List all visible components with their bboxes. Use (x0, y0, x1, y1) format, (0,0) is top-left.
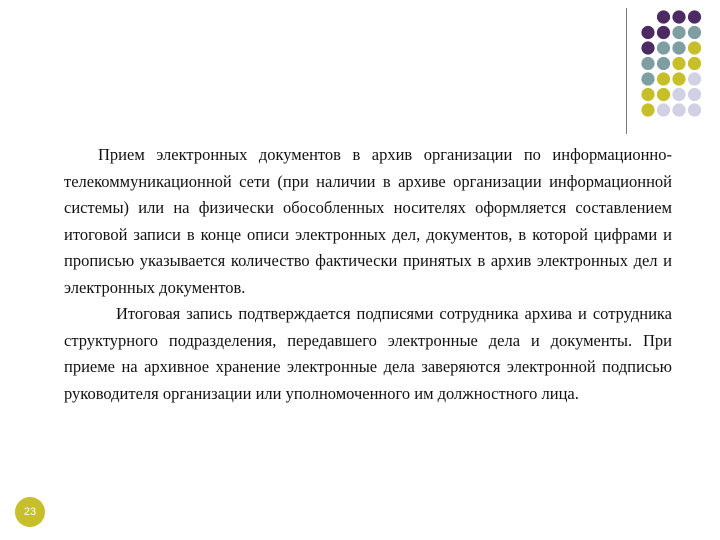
decorative-dot (672, 10, 685, 23)
decorative-dot (657, 103, 670, 116)
decorative-dot (641, 72, 654, 85)
decorative-dot (688, 26, 701, 39)
decorative-dot (657, 72, 670, 85)
slide-body (64, 142, 672, 407)
decorative-dot-grid (639, 8, 711, 118)
paragraph-1: Прием электронных документов в архив организации по информационно-телекоммуникационной сети (при наличии в архиве организации информационной системы) или на физически обособленных носителях оформляется составлением итоговой записи в конце описи электронных дел, документов, в которой цифрами и прописью указывается количество фактически принятых в архив электронных дел и электронных документов. (64, 145, 672, 297)
decorative-dot (688, 88, 701, 101)
decorative-dot (688, 103, 701, 116)
decorative-dot (657, 41, 670, 54)
decorative-vertical-line (626, 8, 627, 134)
decorative-dot (657, 26, 670, 39)
decorative-dot (657, 88, 670, 101)
decorative-dot (641, 57, 654, 70)
decorative-dot (688, 41, 701, 54)
decorative-dot (657, 10, 670, 23)
decorative-dot (672, 72, 685, 85)
decorative-dot (672, 57, 685, 70)
decorative-dot (688, 57, 701, 70)
decorative-dot (641, 88, 654, 101)
decorative-dot (641, 103, 654, 116)
decorative-dot (672, 88, 685, 101)
decorative-dot (688, 72, 701, 85)
decorative-dot (657, 57, 670, 70)
paragraph-2: Итоговая запись подтверждается подписями сотрудника архива и сотрудника структурного подразделения, передавшего электронные дела и документы. При приеме на архивное хранение электронные дела заверяются электронной подписью руководителя организации или уполномоченного им должностного лица. (64, 304, 672, 403)
decorative-dot (688, 10, 701, 23)
decorative-dot (672, 103, 685, 116)
decorative-dot (641, 41, 654, 54)
decorative-dot (672, 26, 685, 39)
page-number-badge: 23 (15, 497, 45, 527)
decorative-dot (672, 41, 685, 54)
decorative-dot (641, 26, 654, 39)
